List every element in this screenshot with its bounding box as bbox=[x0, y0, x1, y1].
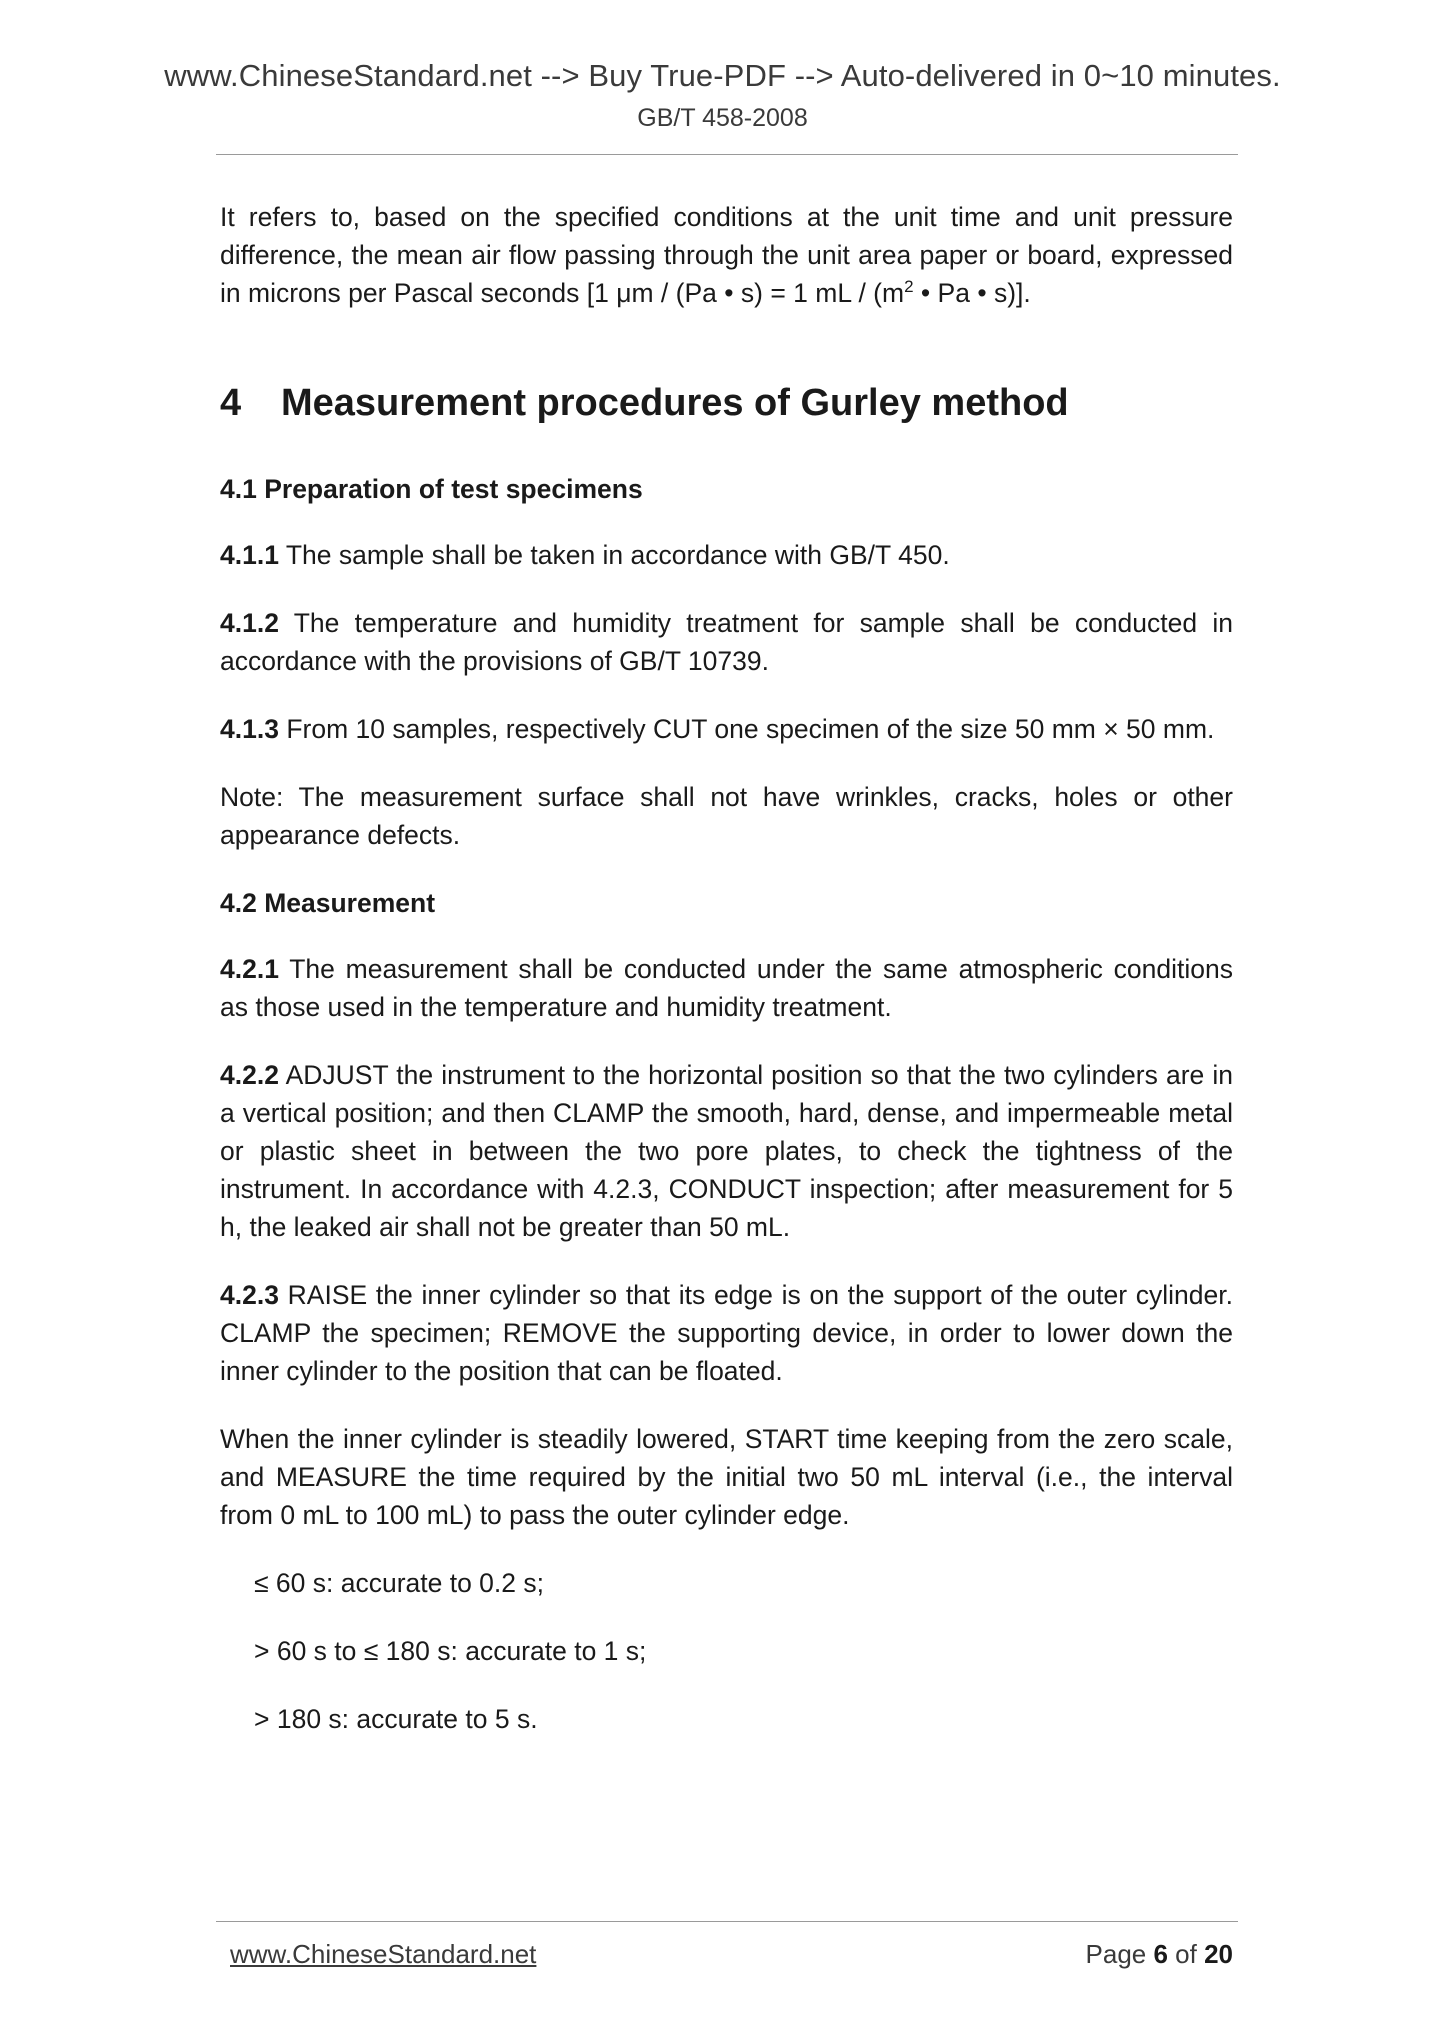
clause-4-2-2 bbox=[220, 1056, 1233, 1246]
page-word: Page bbox=[1085, 1939, 1154, 1969]
page-number bbox=[1086, 1939, 1233, 1970]
clause-4-2-3-number: 4.2.3 bbox=[220, 1280, 279, 1310]
clause-4-2-1-number: 4.2.1 bbox=[220, 954, 279, 984]
footer-website-link[interactable]: www.ChineseStandard.net bbox=[230, 1939, 537, 1969]
note-paragraph: Note: The measurement surface shall not have wrinkles, cracks, holes or other appearance defects. bbox=[220, 782, 1233, 850]
clause-4-2-3-text: RAISE the inner cylinder so that its edge is on the support of the outer cylinder. CLAMP the specimen; REMOVE the supporting device, in order to lower down the inner cylinder to the position that can be floated. bbox=[220, 1280, 1233, 1386]
document-id: GB/T 458-2008 bbox=[637, 104, 808, 132]
clause-4-1-2-number: 4.1.2 bbox=[220, 608, 279, 638]
definition-text-a: It refers to, based on the specified conditions at the unit time and unit pressure difference, the mean air flow passing through the unit area paper or board, expressed in microns per Pascal seconds [1 μm / (Pa • s) = 1 mL / (m bbox=[220, 202, 1233, 308]
definition-superscript: 2 bbox=[904, 277, 914, 296]
section-4-heading bbox=[220, 380, 1233, 426]
timing-paragraph: When the inner cylinder is steadily lowered, START time keeping from the zero scale, and MEASURE the time required by the initial two 50 mL interval (i.e., the interval from 0 mL to 100 mL) to pass the outer cylinder edge. bbox=[220, 1424, 1233, 1530]
clause-4-1-1 bbox=[220, 536, 1233, 574]
clause-4-1-3-text: From 10 samples, respectively CUT one specimen of the size 50 mm × 50 mm. bbox=[278, 714, 1215, 744]
header-banner: www.ChineseStandard.net --> Buy True-PDF --> Auto-delivered in 0~10 minutes. bbox=[164, 58, 1281, 93]
page-of: of bbox=[1167, 1939, 1205, 1969]
section-4-number: 4 bbox=[220, 382, 242, 424]
clause-4-1-3 bbox=[220, 710, 1233, 748]
clause-4-1-3-number: 4.1.3 bbox=[220, 714, 279, 744]
clause-4-2-1-text: The measurement shall be conducted under the same atmospheric conditions as those used in the temperature and humidity treatment. bbox=[220, 954, 1233, 1022]
subsection-4-1-heading: 4.1 Preparation of test specimens bbox=[220, 474, 643, 504]
clause-4-1-2 bbox=[220, 604, 1233, 680]
header-divider bbox=[216, 154, 1238, 155]
page-current: 6 bbox=[1153, 1939, 1168, 1969]
page-content bbox=[220, 198, 1233, 1768]
definition-text-b: • Pa • s)]. bbox=[913, 278, 1031, 308]
clause-4-1-1-number: 4.1.1 bbox=[220, 540, 279, 570]
accuracy-item-3: > 180 s: accurate to 5 s. bbox=[254, 1704, 538, 1734]
accuracy-item-2: > 60 s to ≤ 180 s: accurate to 1 s; bbox=[254, 1636, 647, 1666]
page-total: 20 bbox=[1204, 1939, 1233, 1969]
accuracy-item-1: ≤ 60 s: accurate to 0.2 s; bbox=[254, 1568, 544, 1598]
clause-4-2-2-text: ADJUST the instrument to the horizontal position so that the two cylinders are in a vertical position; and then CLAMP the smooth, hard, dense, and impermeable metal or plastic sheet in between the two pore plates, to check the tightness of the instrument. In accordance with 4.2.3, CONDUCT inspection; after measurement for 5 h, the leaked air shall not be greater than 50 mL. bbox=[220, 1060, 1233, 1242]
clause-4-2-3 bbox=[220, 1276, 1233, 1390]
clause-4-2-1 bbox=[220, 950, 1233, 1026]
clause-4-2-2-number: 4.2.2 bbox=[220, 1060, 279, 1090]
subsection-4-2-heading: 4.2 Measurement bbox=[220, 888, 436, 918]
definition-paragraph bbox=[220, 198, 1233, 312]
footer-divider bbox=[216, 1921, 1238, 1922]
section-4-title: Measurement procedures of Gurley method bbox=[281, 382, 1069, 424]
clause-4-1-2-text: The temperature and humidity treatment for sample shall be conducted in accordance with the provisions of GB/T 10739. bbox=[220, 608, 1233, 676]
clause-4-1-1-text: The sample shall be taken in accordance with GB/T 450. bbox=[278, 540, 950, 570]
